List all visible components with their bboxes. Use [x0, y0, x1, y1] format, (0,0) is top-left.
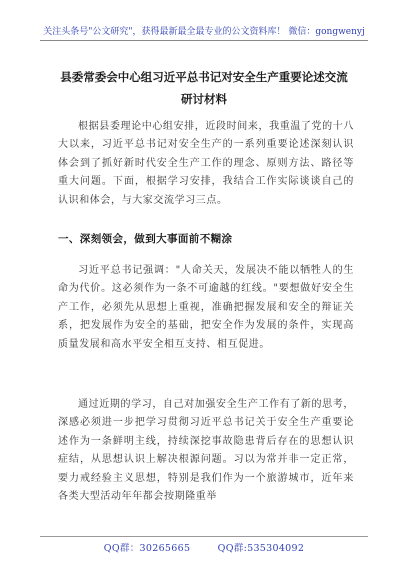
paragraph-intro [58, 118, 354, 210]
paragraph-reflection-text: 通过近期的学习，自己对加强安全生产工作有了新的思考，深感必须进一步把学习贯彻习近平总书记关于安全生产重要论述作为一条鲜明主线，持续深挖事故隐患背后存在的思想认识症结，从思想认识上解决根源问题。习以为常并非一定正常，要力戒经验主义思想，特别是我们作为一个旅游城市，近年来各类大型活动年年都会按期隆重举 [58, 399, 354, 503]
header-divider [40, 40, 368, 41]
footer-divider [40, 536, 368, 537]
paragraph-reflection [58, 396, 354, 506]
footer [0, 540, 408, 554]
header-banner: 关注头条号"公文研究"，获得最新最全最专业的公文资料库！ 微信：gongwenyj [43, 27, 365, 37]
footer-qq-group-1: QQ群：30265665 [103, 543, 191, 554]
document-title [40, 66, 368, 110]
paragraph-quote-text: 习近平总书记强调："人命关天，发展决不能以牺牲人的生命为代价。这必须作为一条不可逾越的红线。"要想做好安全生产工作，必须先从思想上重视，准确把握发展和安全的辩证关系，把发展作为安全的基础，把安全作为发展的条件，实现高质量发展和高水平安全相互支持、相互促进。 [58, 265, 354, 350]
paragraph-intro-text: 根据县委理论中心组安排，近段时间来，我重温了党的十八大以来，习近平总书记对安全生产的一系列重要论述深刻认识体会到了抓好新时代安全生产工作的理念、原则方法、路径等重大问题。下面，根据学习安排，我结合工作实际谈谈自己的认识和体会，与大家交流学习三点。 [58, 121, 354, 206]
section-heading-1: 一、深刻领会，做到大事面前不糊涂 [58, 233, 233, 245]
document-title-line2: 研讨材料 [181, 92, 227, 106]
document-title-line1: 县委常委会中心组习近平总书记对安全生产重要论述交流 [60, 70, 348, 84]
footer-qq-group-2: QQ群:535304092 [217, 543, 305, 554]
paragraph-quote [58, 262, 354, 354]
